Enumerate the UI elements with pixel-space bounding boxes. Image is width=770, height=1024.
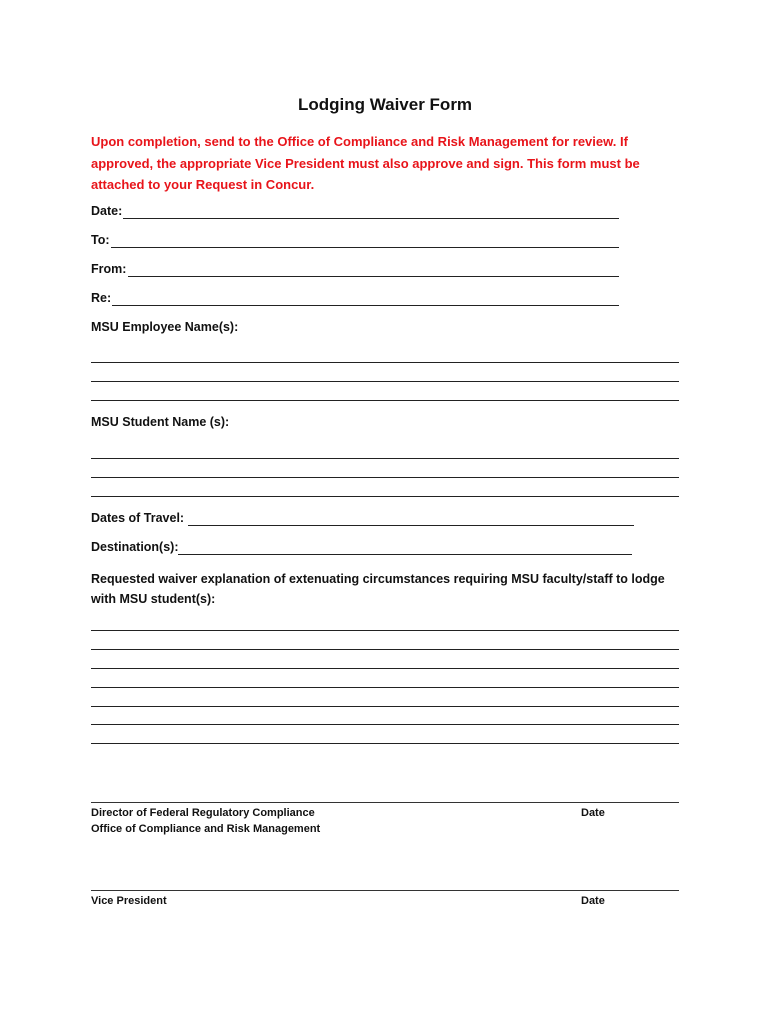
re-line[interactable] xyxy=(112,305,619,306)
from-line[interactable] xyxy=(128,276,619,277)
vp-signature-line[interactable] xyxy=(91,890,679,891)
to-label: To: xyxy=(91,233,110,247)
vp-title: Vice President xyxy=(91,895,167,907)
student-name-line[interactable] xyxy=(91,458,679,459)
student-name-line[interactable] xyxy=(91,496,679,497)
explanation-line[interactable] xyxy=(91,668,679,669)
explanation-line[interactable] xyxy=(91,649,679,650)
student-name-line[interactable] xyxy=(91,477,679,478)
employee-name-line[interactable] xyxy=(91,362,679,363)
explanation-line[interactable] xyxy=(91,687,679,688)
director-office: Office of Compliance and Risk Management xyxy=(91,823,321,835)
explanation-line[interactable] xyxy=(91,706,679,707)
employee-names-label: MSU Employee Name(s): xyxy=(91,320,239,334)
form-title: Lodging Waiver Form xyxy=(297,95,473,114)
director-signature-line[interactable] xyxy=(91,802,679,803)
explanation-line[interactable] xyxy=(91,724,679,725)
destination-line[interactable] xyxy=(178,554,632,555)
to-line[interactable] xyxy=(111,247,619,248)
date-label: Date: xyxy=(91,204,123,218)
dates-of-travel-label: Dates of Travel: xyxy=(91,511,185,525)
director-date-label: Date xyxy=(581,807,605,819)
waiver-explanation-label: Requested waiver explanation of extenuating circumstances requiring MSU faculty/staff to lodge with MSU student(s): xyxy=(91,572,665,606)
destination-label: Destination(s): xyxy=(91,540,179,554)
instructions-notice: Upon completion, send to the Office of Compliance and Risk Management for review. If approved, the appropriate Vice President must also approve and sign. This form must be attached to your Request in Concur. xyxy=(91,134,640,192)
employee-name-line[interactable] xyxy=(91,381,679,382)
re-label: Re: xyxy=(91,291,112,305)
student-names-label: MSU Student Name (s): xyxy=(91,415,230,429)
dates-of-travel-line[interactable] xyxy=(188,525,634,526)
explanation-line[interactable] xyxy=(91,630,679,631)
director-title: Director of Federal Regulatory Compliance xyxy=(91,807,315,819)
employee-name-line[interactable] xyxy=(91,400,679,401)
vp-date-label: Date xyxy=(581,895,605,907)
explanation-line[interactable] xyxy=(91,743,679,744)
from-label: From: xyxy=(91,262,127,276)
date-line[interactable] xyxy=(123,218,619,219)
